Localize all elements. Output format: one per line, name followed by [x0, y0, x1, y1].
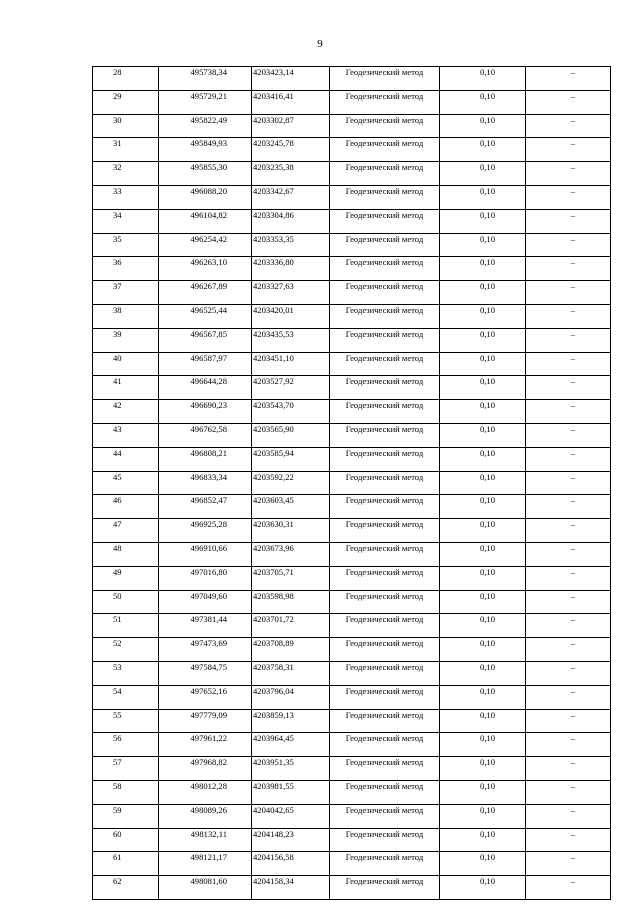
x-coordinate-cell: 498089,26	[159, 804, 252, 828]
note-cell: –	[526, 780, 611, 804]
note-cell: –	[526, 828, 611, 852]
accuracy-cell: 0,10	[440, 352, 526, 376]
method-cell: Геодезический метод	[330, 328, 440, 352]
x-coordinate-cell: 495822,49	[159, 114, 252, 138]
accuracy-cell: 0,10	[440, 614, 526, 638]
note-cell: –	[526, 376, 611, 400]
note-cell: –	[526, 67, 611, 91]
table-row	[93, 566, 611, 590]
x-coordinate-cell: 497473,69	[159, 638, 252, 662]
note-cell: –	[526, 542, 611, 566]
table-row	[93, 447, 611, 471]
x-coordinate-cell: 498132,11	[159, 828, 252, 852]
table-row	[93, 876, 611, 900]
x-coordinate-cell: 495849,93	[159, 138, 252, 162]
y-coordinate-cell: 4203304,86	[252, 209, 330, 233]
table-row	[93, 804, 611, 828]
y-coordinate-cell: 4203598,98	[252, 590, 330, 614]
note-cell: –	[526, 804, 611, 828]
y-coordinate-cell: 4203701,72	[252, 614, 330, 638]
point-number-cell: 29	[93, 90, 159, 114]
x-coordinate-cell: 497381,44	[159, 614, 252, 638]
method-cell: Геодезический метод	[330, 757, 440, 781]
x-coordinate-cell: 496925,28	[159, 519, 252, 543]
table-row	[93, 185, 611, 209]
x-coordinate-cell: 497016,80	[159, 566, 252, 590]
note-cell: –	[526, 138, 611, 162]
accuracy-cell: 0,10	[440, 828, 526, 852]
note-cell: –	[526, 209, 611, 233]
method-cell: Геодезический метод	[330, 638, 440, 662]
method-cell: Геодезический метод	[330, 542, 440, 566]
method-cell: Геодезический метод	[330, 590, 440, 614]
accuracy-cell: 0,10	[440, 257, 526, 281]
method-cell: Геодезический метод	[330, 447, 440, 471]
method-cell: Геодезический метод	[330, 566, 440, 590]
table-row	[93, 733, 611, 757]
x-coordinate-cell: 496587,97	[159, 352, 252, 376]
note-cell: –	[526, 328, 611, 352]
point-number-cell: 30	[93, 114, 159, 138]
x-coordinate-cell: 495855,30	[159, 162, 252, 186]
point-number-cell: 53	[93, 661, 159, 685]
note-cell: –	[526, 590, 611, 614]
method-cell: Геодезический метод	[330, 423, 440, 447]
y-coordinate-cell: 4203302,87	[252, 114, 330, 138]
y-coordinate-cell: 4204042,65	[252, 804, 330, 828]
method-cell: Геодезический метод	[330, 90, 440, 114]
note-cell: –	[526, 757, 611, 781]
note-cell: –	[526, 162, 611, 186]
table-row	[93, 162, 611, 186]
accuracy-cell: 0,10	[440, 423, 526, 447]
y-coordinate-cell: 4203708,89	[252, 638, 330, 662]
accuracy-cell: 0,10	[440, 328, 526, 352]
x-coordinate-cell: 496567,85	[159, 328, 252, 352]
method-cell: Геодезический метод	[330, 233, 440, 257]
accuracy-cell: 0,10	[440, 495, 526, 519]
table-row	[93, 257, 611, 281]
y-coordinate-cell: 4203673,96	[252, 542, 330, 566]
y-coordinate-cell: 4203416,41	[252, 90, 330, 114]
x-coordinate-cell: 498012,28	[159, 780, 252, 804]
note-cell: –	[526, 281, 611, 305]
x-coordinate-cell: 497779,09	[159, 709, 252, 733]
table-row	[93, 281, 611, 305]
point-number-cell: 46	[93, 495, 159, 519]
accuracy-cell: 0,10	[440, 709, 526, 733]
point-number-cell: 58	[93, 780, 159, 804]
point-number-cell: 51	[93, 614, 159, 638]
point-number-cell: 56	[93, 733, 159, 757]
y-coordinate-cell: 4203245,78	[252, 138, 330, 162]
table-row	[93, 209, 611, 233]
x-coordinate-cell: 497968,82	[159, 757, 252, 781]
x-coordinate-cell: 495738,34	[159, 67, 252, 91]
note-cell: –	[526, 423, 611, 447]
method-cell: Геодезический метод	[330, 257, 440, 281]
accuracy-cell: 0,10	[440, 138, 526, 162]
note-cell: –	[526, 185, 611, 209]
table-row	[93, 233, 611, 257]
accuracy-cell: 0,10	[440, 804, 526, 828]
method-cell: Геодезический метод	[330, 352, 440, 376]
point-number-cell: 49	[93, 566, 159, 590]
note-cell: –	[526, 614, 611, 638]
y-coordinate-cell: 4203592,22	[252, 471, 330, 495]
x-coordinate-cell: 497584,75	[159, 661, 252, 685]
coordinates-table-body	[93, 67, 611, 900]
x-coordinate-cell: 496525,44	[159, 304, 252, 328]
page-number: 9	[317, 38, 323, 50]
accuracy-cell: 0,10	[440, 114, 526, 138]
accuracy-cell: 0,10	[440, 67, 526, 91]
point-number-cell: 57	[93, 757, 159, 781]
table-row	[93, 304, 611, 328]
note-cell: –	[526, 233, 611, 257]
point-number-cell: 45	[93, 471, 159, 495]
method-cell: Геодезический метод	[330, 471, 440, 495]
x-coordinate-cell: 496267,89	[159, 281, 252, 305]
note-cell: –	[526, 852, 611, 876]
method-cell: Геодезический метод	[330, 876, 440, 900]
y-coordinate-cell: 4203342,67	[252, 185, 330, 209]
y-coordinate-cell: 4203951,35	[252, 757, 330, 781]
point-number-cell: 60	[93, 828, 159, 852]
method-cell: Геодезический метод	[330, 138, 440, 162]
accuracy-cell: 0,10	[440, 281, 526, 305]
accuracy-cell: 0,10	[440, 780, 526, 804]
point-number-cell: 61	[93, 852, 159, 876]
point-number-cell: 33	[93, 185, 159, 209]
method-cell: Геодезический метод	[330, 209, 440, 233]
note-cell: –	[526, 519, 611, 543]
table-row	[93, 852, 611, 876]
point-number-cell: 54	[93, 685, 159, 709]
point-number-cell: 36	[93, 257, 159, 281]
coordinates-table	[92, 66, 611, 900]
point-number-cell: 41	[93, 376, 159, 400]
point-number-cell: 37	[93, 281, 159, 305]
accuracy-cell: 0,10	[440, 685, 526, 709]
x-coordinate-cell: 496644,28	[159, 376, 252, 400]
note-cell: –	[526, 304, 611, 328]
method-cell: Геодезический метод	[330, 661, 440, 685]
note-cell: –	[526, 709, 611, 733]
x-coordinate-cell: 496690,23	[159, 400, 252, 424]
y-coordinate-cell: 4203796,04	[252, 685, 330, 709]
y-coordinate-cell: 4203859,13	[252, 709, 330, 733]
accuracy-cell: 0,10	[440, 757, 526, 781]
accuracy-cell: 0,10	[440, 304, 526, 328]
x-coordinate-cell: 496852,47	[159, 495, 252, 519]
point-number-cell: 44	[93, 447, 159, 471]
y-coordinate-cell: 4203420,01	[252, 304, 330, 328]
accuracy-cell: 0,10	[440, 852, 526, 876]
method-cell: Геодезический метод	[330, 828, 440, 852]
method-cell: Геодезический метод	[330, 185, 440, 209]
point-number-cell: 39	[93, 328, 159, 352]
table-row	[93, 780, 611, 804]
accuracy-cell: 0,10	[440, 162, 526, 186]
accuracy-cell: 0,10	[440, 376, 526, 400]
method-cell: Геодезический метод	[330, 114, 440, 138]
y-coordinate-cell: 4203705,71	[252, 566, 330, 590]
y-coordinate-cell: 4203565,90	[252, 423, 330, 447]
point-number-cell: 43	[93, 423, 159, 447]
table-row	[93, 661, 611, 685]
accuracy-cell: 0,10	[440, 566, 526, 590]
y-coordinate-cell: 4204158,34	[252, 876, 330, 900]
method-cell: Геодезический метод	[330, 281, 440, 305]
table-row	[93, 590, 611, 614]
note-cell: –	[526, 114, 611, 138]
note-cell: –	[526, 400, 611, 424]
table-row	[93, 519, 611, 543]
method-cell: Геодезический метод	[330, 376, 440, 400]
x-coordinate-cell: 496762,58	[159, 423, 252, 447]
x-coordinate-cell: 495729,21	[159, 90, 252, 114]
x-coordinate-cell: 496088,20	[159, 185, 252, 209]
accuracy-cell: 0,10	[440, 590, 526, 614]
accuracy-cell: 0,10	[440, 90, 526, 114]
y-coordinate-cell: 4203235,38	[252, 162, 330, 186]
y-coordinate-cell: 4203630,31	[252, 519, 330, 543]
table-row	[93, 400, 611, 424]
note-cell: –	[526, 685, 611, 709]
point-number-cell: 48	[93, 542, 159, 566]
y-coordinate-cell: 4203527,92	[252, 376, 330, 400]
table-row	[93, 542, 611, 566]
accuracy-cell: 0,10	[440, 447, 526, 471]
point-number-cell: 59	[93, 804, 159, 828]
y-coordinate-cell: 4203585,94	[252, 447, 330, 471]
method-cell: Геодезический метод	[330, 304, 440, 328]
note-cell: –	[526, 257, 611, 281]
table-row	[93, 423, 611, 447]
accuracy-cell: 0,10	[440, 638, 526, 662]
table-row	[93, 138, 611, 162]
x-coordinate-cell: 497049,60	[159, 590, 252, 614]
method-cell: Геодезический метод	[330, 614, 440, 638]
x-coordinate-cell: 496808,21	[159, 447, 252, 471]
y-coordinate-cell: 4203327,63	[252, 281, 330, 305]
x-coordinate-cell: 498081,60	[159, 876, 252, 900]
x-coordinate-cell: 496833,34	[159, 471, 252, 495]
note-cell: –	[526, 471, 611, 495]
method-cell: Геодезический метод	[330, 804, 440, 828]
method-cell: Геодезический метод	[330, 519, 440, 543]
method-cell: Геодезический метод	[330, 400, 440, 424]
note-cell: –	[526, 495, 611, 519]
point-number-cell: 52	[93, 638, 159, 662]
accuracy-cell: 0,10	[440, 519, 526, 543]
point-number-cell: 38	[93, 304, 159, 328]
point-number-cell: 28	[93, 67, 159, 91]
point-number-cell: 40	[93, 352, 159, 376]
point-number-cell: 47	[93, 519, 159, 543]
accuracy-cell: 0,10	[440, 876, 526, 900]
x-coordinate-cell: 497961,22	[159, 733, 252, 757]
table-row	[93, 67, 611, 91]
note-cell: –	[526, 90, 611, 114]
point-number-cell: 50	[93, 590, 159, 614]
y-coordinate-cell: 4203435,53	[252, 328, 330, 352]
y-coordinate-cell: 4203423,14	[252, 67, 330, 91]
method-cell: Геодезический метод	[330, 709, 440, 733]
accuracy-cell: 0,10	[440, 233, 526, 257]
table-row	[93, 495, 611, 519]
accuracy-cell: 0,10	[440, 471, 526, 495]
y-coordinate-cell: 4203336,80	[252, 257, 330, 281]
x-coordinate-cell: 496254,42	[159, 233, 252, 257]
accuracy-cell: 0,10	[440, 185, 526, 209]
accuracy-cell: 0,10	[440, 209, 526, 233]
y-coordinate-cell: 4203758,31	[252, 661, 330, 685]
x-coordinate-cell: 498121,17	[159, 852, 252, 876]
table-row	[93, 757, 611, 781]
note-cell: –	[526, 876, 611, 900]
y-coordinate-cell: 4203451,10	[252, 352, 330, 376]
method-cell: Геодезический метод	[330, 733, 440, 757]
table-row	[93, 828, 611, 852]
method-cell: Геодезический метод	[330, 780, 440, 804]
method-cell: Геодезический метод	[330, 495, 440, 519]
table-row	[93, 352, 611, 376]
y-coordinate-cell: 4203603,45	[252, 495, 330, 519]
y-coordinate-cell: 4204148,23	[252, 828, 330, 852]
note-cell: –	[526, 566, 611, 590]
table-row	[93, 471, 611, 495]
table-row	[93, 90, 611, 114]
method-cell: Геодезический метод	[330, 67, 440, 91]
point-number-cell: 31	[93, 138, 159, 162]
note-cell: –	[526, 352, 611, 376]
table-row	[93, 638, 611, 662]
accuracy-cell: 0,10	[440, 733, 526, 757]
table-row	[93, 376, 611, 400]
table-row	[93, 614, 611, 638]
accuracy-cell: 0,10	[440, 400, 526, 424]
point-number-cell: 62	[93, 876, 159, 900]
table-row	[93, 685, 611, 709]
x-coordinate-cell: 496263,10	[159, 257, 252, 281]
y-coordinate-cell: 4204156,58	[252, 852, 330, 876]
table-row	[93, 709, 611, 733]
note-cell: –	[526, 638, 611, 662]
table-row	[93, 328, 611, 352]
method-cell: Геодезический метод	[330, 852, 440, 876]
point-number-cell: 32	[93, 162, 159, 186]
method-cell: Геодезический метод	[330, 685, 440, 709]
x-coordinate-cell: 497652,16	[159, 685, 252, 709]
table-row	[93, 114, 611, 138]
point-number-cell: 55	[93, 709, 159, 733]
note-cell: –	[526, 447, 611, 471]
x-coordinate-cell: 496910,66	[159, 542, 252, 566]
y-coordinate-cell: 4203543,70	[252, 400, 330, 424]
accuracy-cell: 0,10	[440, 542, 526, 566]
point-number-cell: 34	[93, 209, 159, 233]
y-coordinate-cell: 4203964,45	[252, 733, 330, 757]
accuracy-cell: 0,10	[440, 661, 526, 685]
note-cell: –	[526, 733, 611, 757]
method-cell: Геодезический метод	[330, 162, 440, 186]
note-cell: –	[526, 661, 611, 685]
point-number-cell: 35	[93, 233, 159, 257]
x-coordinate-cell: 496104,82	[159, 209, 252, 233]
point-number-cell: 42	[93, 400, 159, 424]
y-coordinate-cell: 4203981,55	[252, 780, 330, 804]
y-coordinate-cell: 4203353,35	[252, 233, 330, 257]
